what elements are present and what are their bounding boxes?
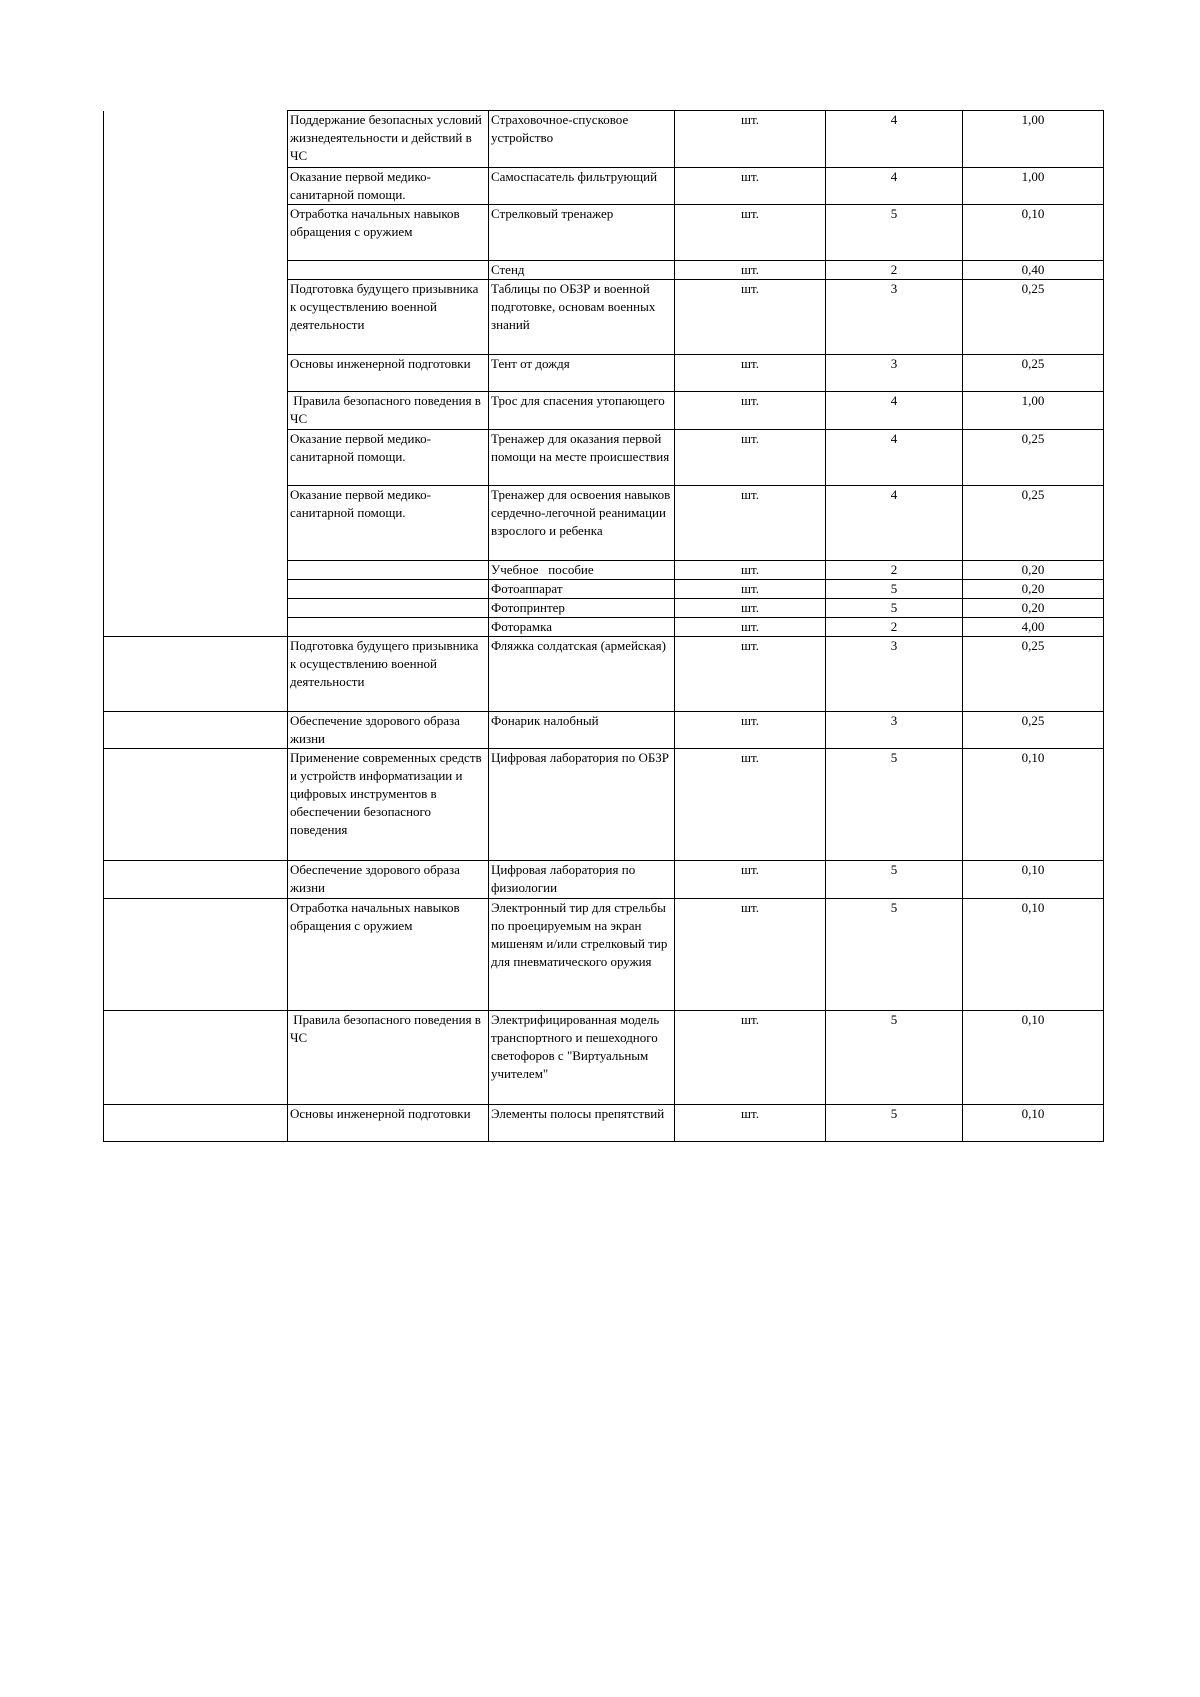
item-cell: Таблицы по ОБЗР и военной подготовке, основам военных знаний [489,280,675,355]
section-cell [104,111,288,637]
unit-cell: шт. [675,561,826,580]
coef-cell: 1,00 [963,111,1104,168]
item-cell: Цифровая лаборатория по физиологии [489,861,675,899]
qty-cell: 3 [826,280,963,355]
qty-cell: 3 [826,637,963,712]
topic-cell: Основы инженерной подготовки [288,1105,489,1142]
item-cell: Тренажер для оказания первой помощи на месте происшествия [489,430,675,486]
unit-cell: шт. [675,712,826,749]
unit-cell: шт. [675,1011,826,1105]
unit-cell: шт. [675,430,826,486]
qty-cell: 2 [826,618,963,637]
qty-cell: 4 [826,430,963,486]
table-row [104,861,1104,899]
item-cell: Тренажер для освоения навыков сердечно-легочной реанимации взрослого и ребенка [489,486,675,561]
qty-cell: 5 [826,599,963,618]
coef-cell: 0,20 [963,561,1104,580]
topic-cell [288,580,489,599]
unit-cell: шт. [675,599,826,618]
qty-cell: 2 [826,561,963,580]
qty-cell: 5 [826,1105,963,1142]
unit-cell: шт. [675,486,826,561]
item-cell: Тент от дождя [489,355,675,392]
coef-cell: 0,10 [963,861,1104,899]
qty-cell: 4 [826,486,963,561]
unit-cell: шт. [675,637,826,712]
unit-cell: шт. [675,1105,826,1142]
topic-cell: Обеспечение здорового образа жизни [288,861,489,899]
qty-cell: 5 [826,861,963,899]
coef-cell: 0,25 [963,712,1104,749]
unit-cell: шт. [675,392,826,430]
topic-cell: Отработка начальных навыков обращения с оружием [288,899,489,1011]
coef-cell: 0,25 [963,637,1104,712]
item-cell: Учебное пособие [489,561,675,580]
item-cell: Цифровая лаборатория по ОБЗР [489,749,675,861]
topic-cell: Оказание первой медико-санитарной помощи. [288,168,489,205]
topic-cell: Оказание первой медико-санитарной помощи. [288,430,489,486]
topic-cell: Оказание первой медико-санитарной помощи. [288,486,489,561]
qty-cell: 5 [826,580,963,599]
unit-cell: шт. [675,280,826,355]
coef-cell: 0,10 [963,1011,1104,1105]
topic-cell: Основы инженерной подготовки [288,355,489,392]
section-cell [104,861,288,899]
coef-cell: 0,40 [963,261,1104,280]
item-cell: Стрелковый тренажер [489,205,675,261]
coef-cell: 0,25 [963,355,1104,392]
unit-cell: шт. [675,355,826,392]
section-cell [104,1011,288,1105]
item-cell: Стенд [489,261,675,280]
topic-cell: Применение современных средств и устройств информатизации и цифровых инструментов в обеспечении безопасного поведения [288,749,489,861]
item-cell: Фоторамка [489,618,675,637]
coef-cell: 0,10 [963,205,1104,261]
qty-cell: 5 [826,205,963,261]
topic-cell: Отработка начальных навыков обращения с оружием [288,205,489,261]
unit-cell: шт. [675,168,826,205]
coef-cell: 0,20 [963,599,1104,618]
topic-cell: Поддержание безопасных условий жизнедеятельности и действий в ЧС [288,111,489,168]
unit-cell: шт. [675,899,826,1011]
coef-cell: 1,00 [963,168,1104,205]
qty-cell: 3 [826,355,963,392]
section-cell [104,1105,288,1142]
item-cell: Фотопринтер [489,599,675,618]
topic-cell: Правила безопасного поведения в ЧС [288,392,489,430]
coef-cell: 0,10 [963,899,1104,1011]
topic-cell: Обеспечение здорового образа жизни [288,712,489,749]
table-row [104,749,1104,861]
topic-cell: Правила безопасного поведения в ЧС [288,1011,489,1105]
unit-cell: шт. [675,261,826,280]
qty-cell: 5 [826,899,963,1011]
equipment-table [103,110,1104,1142]
topic-cell [288,561,489,580]
item-cell: Трос для спасения утопающего [489,392,675,430]
topic-cell [288,261,489,280]
qty-cell: 4 [826,392,963,430]
unit-cell: шт. [675,205,826,261]
section-cell [104,749,288,861]
qty-cell: 4 [826,168,963,205]
coef-cell: 0,25 [963,280,1104,355]
item-cell: Фляжка солдатская (армейская) [489,637,675,712]
section-cell [104,899,288,1011]
table-row [104,1011,1104,1105]
qty-cell: 4 [826,111,963,168]
unit-cell: шт. [675,861,826,899]
qty-cell: 2 [826,261,963,280]
coef-cell: 4,00 [963,618,1104,637]
section-cell [104,637,288,712]
item-cell: Фотоаппарат [489,580,675,599]
coef-cell: 1,00 [963,392,1104,430]
qty-cell: 5 [826,1011,963,1105]
qty-cell: 5 [826,749,963,861]
table-row [104,899,1104,1011]
item-cell: Электронный тир для стрельбы по проецируемым на экран мишеням и/или стрелковый тир для пневматического оружия [489,899,675,1011]
item-cell: Элементы полосы препятствий [489,1105,675,1142]
unit-cell: шт. [675,618,826,637]
unit-cell: шт. [675,580,826,599]
table-row [104,637,1104,712]
item-cell: Фонарик налобный [489,712,675,749]
coef-cell: 0,20 [963,580,1104,599]
topic-cell: Подготовка будущего призывника к осуществлению военной деятельности [288,280,489,355]
topic-cell [288,618,489,637]
table-row [104,111,1104,168]
coef-cell: 0,10 [963,1105,1104,1142]
unit-cell: шт. [675,111,826,168]
coef-cell: 0,25 [963,486,1104,561]
unit-cell: шт. [675,749,826,861]
section-cell [104,712,288,749]
topic-cell: Подготовка будущего призывника к осуществлению военной деятельности [288,637,489,712]
item-cell: Электрифицированная модель транспортного и пешеходного светофоров с "Виртуальным учителем" [489,1011,675,1105]
item-cell: Страховочное-спусковое устройство [489,111,675,168]
item-cell: Самоспасатель фильтрующий [489,168,675,205]
coef-cell: 0,10 [963,749,1104,861]
coef-cell: 0,25 [963,430,1104,486]
qty-cell: 3 [826,712,963,749]
table-row [104,1105,1104,1142]
table-row [104,712,1104,749]
topic-cell [288,599,489,618]
